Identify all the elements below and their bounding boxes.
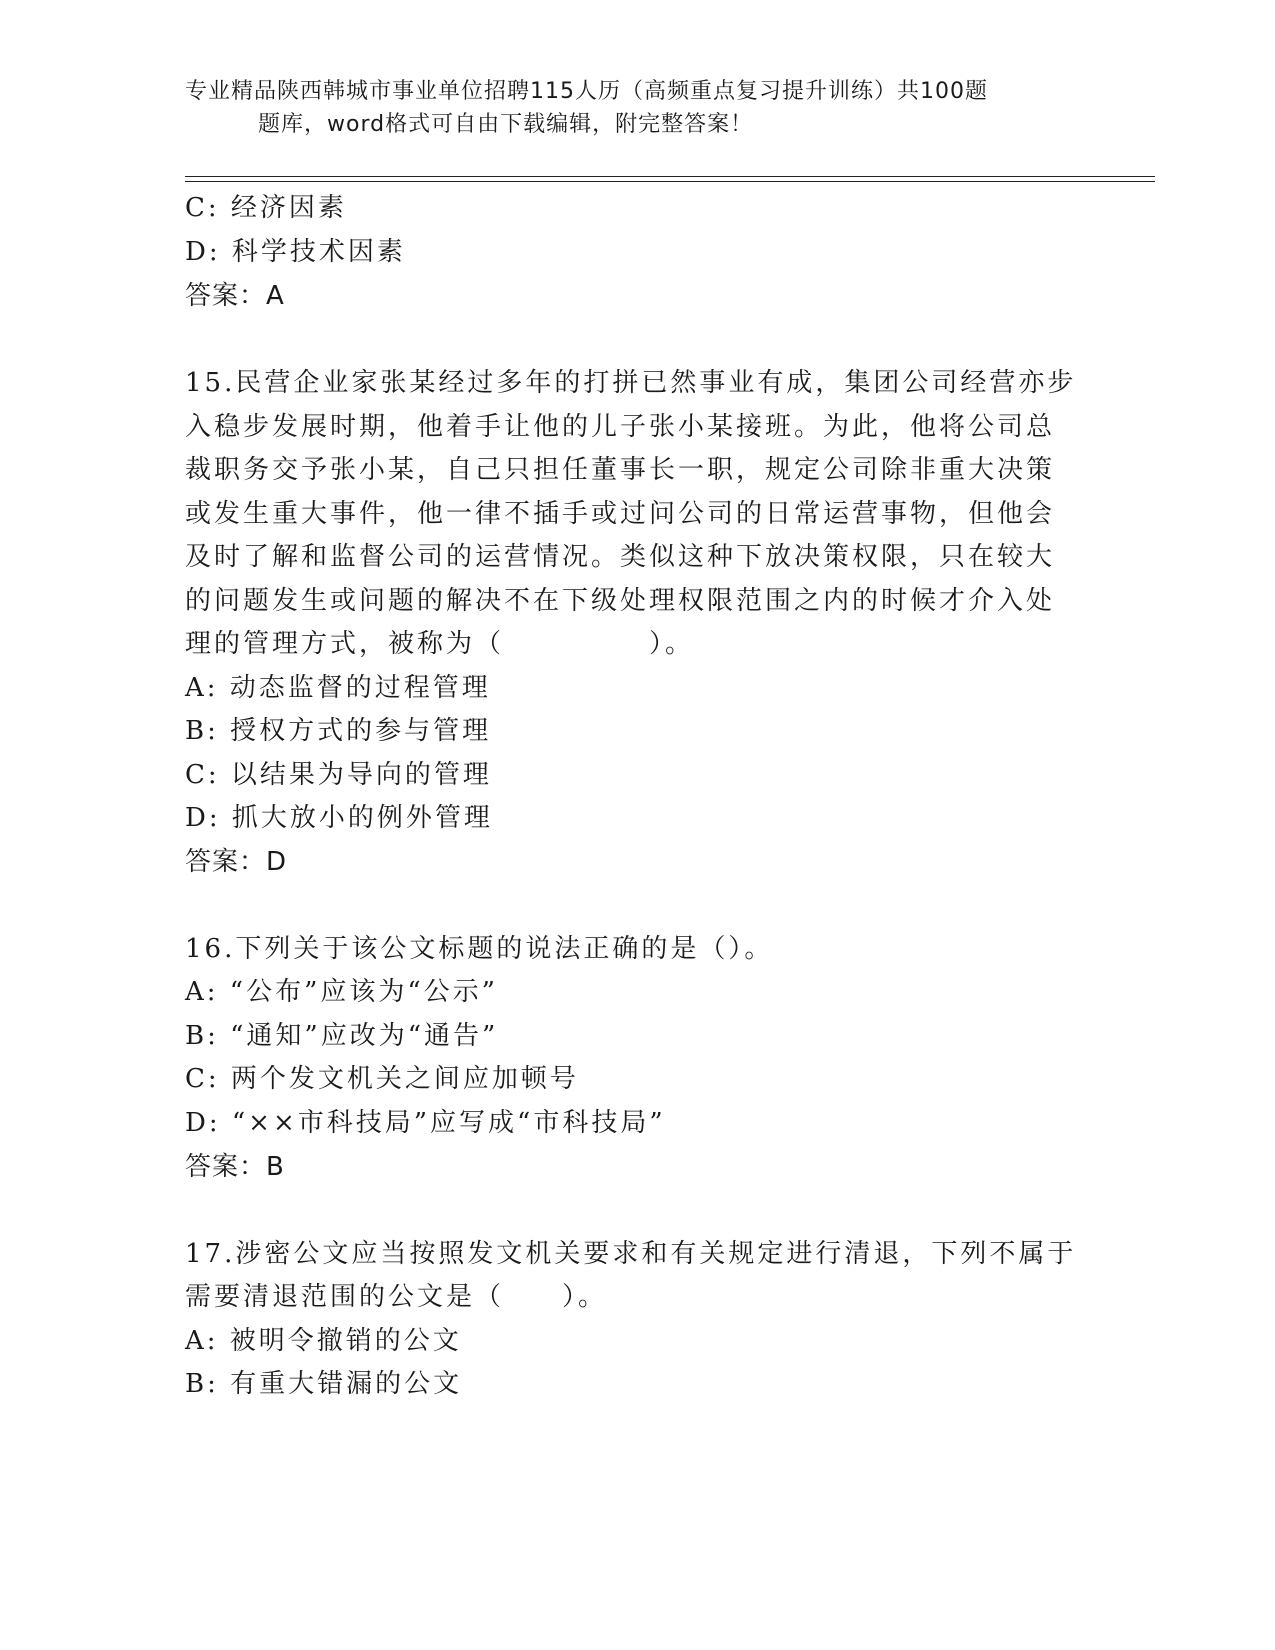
q15-stem-line: 理的管理方式，被称为（ ）。 [185,629,695,659]
q14-answer: 答案：A [185,281,285,311]
q15-option-d: D: 抓大放小的例外管理 [185,803,493,833]
q16-option-b: B: “通知”应改为“通告” [185,1021,499,1051]
q15-option-b: B: 授权方式的参与管理 [185,716,492,746]
q15-option-c: C: 以结果为导向的管理 [185,760,492,790]
q17-option-a: A: 被明令撤销的公文 [185,1326,462,1356]
q16-option-c: C: 两个发文机关之间应加顿号 [185,1064,579,1094]
q16-option-a: A: “公布”应该为“公示” [185,977,498,1007]
q17-stem-line: 需要清退范围的公文是（ ）。 [185,1282,608,1312]
q15-stem-line: 入稳步发展时期，他着手让他的儿子张小某接班。为此，他将公司总 [185,412,1056,442]
q15-answer: 答案：D [185,847,288,877]
q16-stem: 16.下列关于该公文标题的说法正确的是（）。 [185,934,774,964]
document-title-line-2: 题库，word格式可自由下载编辑，附完整答案！ [258,112,754,137]
q16-option-d: D: “××市科技局”应写成“市科技局” [185,1108,666,1138]
q15-stem-line: 15.民营企业家张某经过多年的打拼已然事业有成，集团公司经营亦步 [185,368,1077,398]
header-divider-bottom [185,181,1155,182]
q16-answer: 答案：B [185,1152,285,1182]
q17-stem-line: 17.涉密公文应当按照发文机关要求和有关规定进行清退，下列不属于 [185,1239,1077,1269]
document-title-line-1: 专业精品陕西韩城市事业单位招聘115人历（高频重点复习提升训练）共100题 [185,79,988,104]
q15-stem-line: 或发生重大事件，他一律不插手或过问公司的日常运营事物，但他会 [185,499,1056,529]
q15-stem-line: 的问题发生或问题的解决不在下级处理权限范围之内的时候才介入处 [185,586,1056,616]
q14-option-d: D: 科学技术因素 [185,237,406,267]
header-divider-top [185,176,1155,177]
q14-option-c: C: 经济因素 [185,193,347,223]
q15-option-a: A: 动态监督的过程管理 [185,673,491,703]
q15-stem-line: 及时了解和监督公司的运营情况。类似这种下放决策权限，只在较大 [185,542,1056,572]
q15-stem-line: 裁职务交予张小某，自己只担任董事长一职，规定公司除非重大决策 [185,455,1056,485]
q17-option-b: B: 有重大错漏的公文 [185,1369,463,1399]
